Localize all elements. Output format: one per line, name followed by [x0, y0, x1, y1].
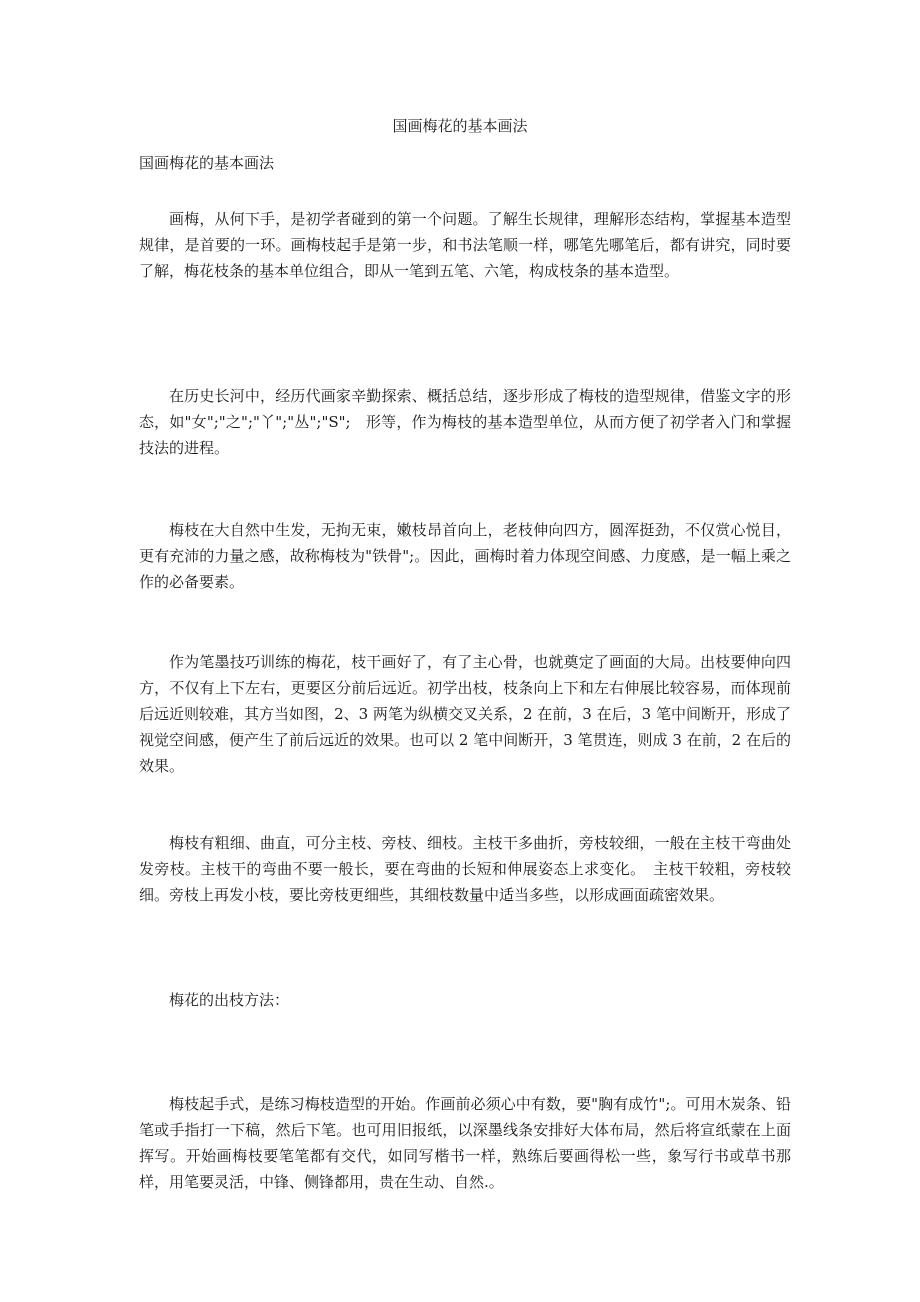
paragraph: 梅枝在大自然中生发，无拘无束，嫩枝昂首向上，老枝伸向四方，圆浑挺劲，不仅赏心悦目，更有充沛的力量之感，故称梅枝为"铁骨";。因此，画梅时着力体现空间感、力度感，是一幅上乘之作的必备要素。: [139, 521, 791, 591]
paragraph: 在历史长河中，经历代画家辛勤探索、概括总结，逐步形成了梅枝的造型规律，借鉴文字的形态，如"女";"之";"丫";"丛";"S"; 形等，作为梅枝的基本造型单位，从而方便了初学者入门和掌握技法的进程。: [139, 387, 791, 457]
paragraph: 画梅，从何下手，是初学者碰到的第一个问题。了解生长规律，理解形态结构，掌握基本造型规律，是首要的一环。画梅枝起手是第一步，和书法笔顺一样，哪笔先哪笔后，都有讲究，同时要了解，梅花枝条的基本单位组合，即从一笔到五笔、六笔，构成枝条的基本造型。: [139, 210, 791, 280]
document-subtitle: 国画梅花的基本画法: [139, 154, 275, 172]
paragraph: 作为笔墨技巧训练的梅花，枝干画好了，有了主心骨，也就奠定了画面的大局。出枝要伸向四方，不仅有上下左右，更要区分前后远近。初学出枝，枝条向上下和左右伸展比较容易，而体现前后远近则较难，其方当如图，2、3 两笔为纵横交叉关系，2 在前，3 在后，3 笔中间断开，形成了视觉空间感，便产生了前后远近的效果。也可以 2 笔中间断开，3 笔贯连，则成 3 在前，2 在后的效果。: [139, 653, 791, 775]
paragraph: 梅枝有粗细、曲直，可分主枝、旁枝、细枝。主枝干多曲折，旁枝较细，一般在主枝干弯曲处发旁枝。主枝干的弯曲不要一般长，要在弯曲的长短和伸展姿态上求变化。 主枝干较粗，旁枝较细。旁枝上再发小枝，要比旁枝更细些，其细枝数量中适当多些，以形成画面疏密效果。: [139, 834, 791, 904]
document-title: 国画梅花的基本画法: [392, 117, 528, 135]
paragraph: 梅枝起手式，是练习梅枝造型的开始。作画前必须心中有数，要"胸有成竹";。可用木炭条、铅笔或手指打一下稿，然后下笔。也可用旧报纸，以深墨线条安排好大体布局，然后将宣纸蒙在上面挥写。开始画梅枝要笔笔都有交代，如同写楷书一样，熟练后要画得松一些，象写行书或草书那样，用笔要灵活，中锋、侧锋都用，贵在生动、自然.。: [139, 1095, 791, 1191]
section-heading: 梅花的出枝方法：: [169, 991, 290, 1009]
